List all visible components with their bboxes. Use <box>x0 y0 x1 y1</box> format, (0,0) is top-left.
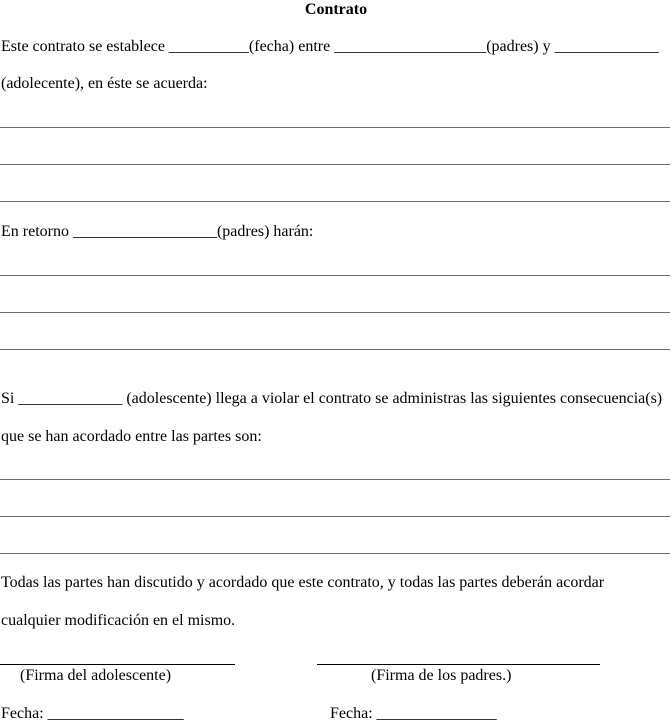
parents-signature-line <box>317 664 600 665</box>
blank-line <box>0 127 670 128</box>
blank-line <box>0 164 670 165</box>
teen-signature-line <box>0 664 235 665</box>
violation-line-1: Si _____________ (adolescente) llega a violar el contrato se administras las siguientes consecuencia(s) <box>1 390 663 407</box>
blank-line <box>0 553 670 554</box>
parents-date-field: Fecha: _______________ <box>330 705 497 722</box>
blank-line <box>0 201 670 202</box>
teen-signature-label: (Firma del adolescente) <box>20 667 172 684</box>
blank-line <box>0 349 670 350</box>
agreement-line-2: cualquier modificación en el mismo. <box>1 612 236 629</box>
blank-line <box>0 516 670 517</box>
blank-line <box>0 275 670 276</box>
page-title: Contrato <box>304 1 368 18</box>
violation-line-2: que se han acordado entre las partes son: <box>1 428 262 445</box>
agreement-line-1: Todas las partes han discutido y acordado que este contrato, y todas las partes deberán acordar <box>1 574 605 591</box>
intro-line-1: Este contrato se establece __________(fecha) entre ___________________(padres) y _____________ <box>1 38 659 55</box>
parents-signature-label: (Firma de los padres.) <box>371 667 512 684</box>
intro-line-2: (adolecente), en éste se acuerda: <box>1 75 208 92</box>
return-line: En retorno __________________(padres) harán: <box>1 223 314 240</box>
teen-date-field: Fecha: _________________ <box>1 705 184 722</box>
blank-line <box>0 312 670 313</box>
blank-line <box>0 479 670 480</box>
